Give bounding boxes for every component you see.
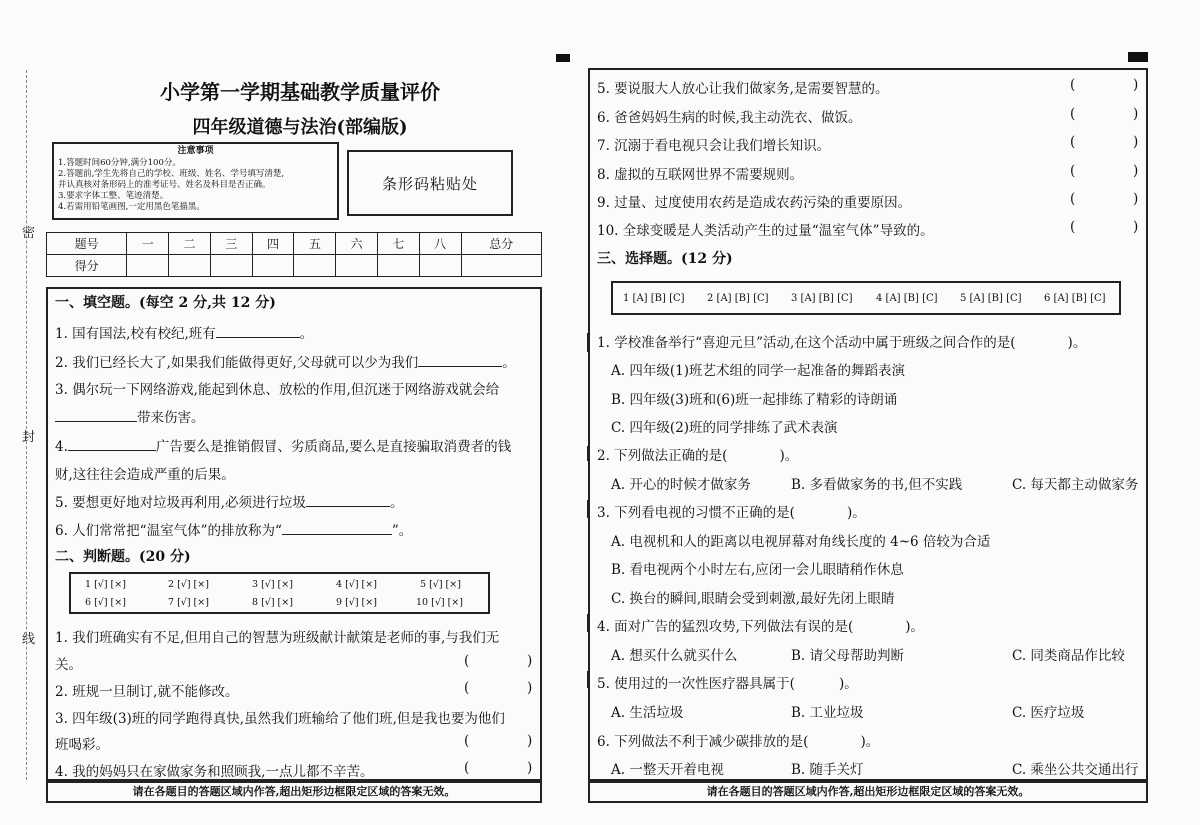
question-bar (587, 333, 589, 352)
choice-q2-option-a: A. 开心的时候才做家务 (611, 477, 751, 493)
answer-paren-open: ( (464, 680, 470, 696)
fill-q4-num: 4. (55, 439, 68, 455)
judge-option[interactable]: 7 [√] [×] (168, 597, 209, 608)
judge-q6: 6. 爸爸妈妈生病的时候,我主动洗衣、做饭。 (597, 110, 862, 126)
judge-q10: 10. 全球变暖是人类活动产生的过量“温室气体”导致的。 (597, 223, 934, 239)
fill-q1-end: 。 (299, 326, 314, 342)
fill-blank[interactable] (55, 407, 137, 422)
notice-line: 1.答题时间60分钟,满分100分。 (58, 158, 181, 168)
question-bar (587, 671, 589, 688)
barcode-area (347, 150, 513, 216)
judge-q1-line2: 关。 (55, 657, 82, 673)
fill-q2 (55, 351, 516, 371)
fill-q3-line1: 3. 偶尔玩一下网络游戏,能起到休息、放松的作用,但沉迷于网络游戏就会给 (55, 382, 500, 398)
choice-q1-option-c: C. 四年级(2)班的同学排练了武术表演 (611, 420, 838, 436)
barcode-label: 条形码粘贴处 (381, 174, 478, 193)
choice-q6-text: 6. 下列做法不利于减少碳排放的是( (597, 734, 809, 750)
right-footer-notice: 请在各题目的答题区域内作答,超出矩形边框限定区域的答案无效。 (588, 781, 1148, 803)
score-table-header-row (47, 233, 542, 255)
choice-option[interactable]: 6 [A] [B] [C] (1044, 293, 1106, 304)
fill-q4-line2: 财,这往往会造成严重的后果。 (55, 467, 235, 483)
answer-paren-close: ) (1133, 77, 1139, 93)
score-header-cell: 五 (294, 233, 336, 255)
judge-option[interactable]: 4 [√] [×] (336, 579, 377, 590)
score-cell[interactable] (378, 255, 420, 277)
choice-q1-text: 1. 学校准备举行“喜迎元旦”活动,在这个活动中属于班级之间合作的是( (597, 335, 1016, 351)
score-row-label: 得分 (47, 255, 127, 277)
answer-paren-open: ( (1070, 163, 1076, 179)
choice-q6-option-c: C. 乘坐公共交通出行 (1012, 762, 1139, 778)
fill-q1-text: 1. 国有国法,校有校纪,班有 (55, 326, 216, 342)
choice-q2 (597, 444, 798, 464)
fill-q5 (55, 491, 403, 511)
choice-option[interactable]: 1 [A] [B] [C] (623, 293, 685, 304)
score-header-cell: 八 (419, 233, 461, 255)
choice-q5-end: )。 (838, 676, 858, 692)
score-header-cell: 三 (210, 233, 252, 255)
judge-option[interactable]: 10 [√] [×] (416, 597, 463, 608)
answer-paren-close: ) (1133, 106, 1139, 122)
choice-q5-text: 5. 使用过的一次性医疗器具属于( (597, 676, 795, 692)
answer-paren-open: ( (464, 760, 470, 776)
fill-q6-end: ”。 (391, 523, 413, 539)
score-cell[interactable] (419, 255, 461, 277)
choice-option[interactable]: 2 [A] [B] [C] (707, 293, 769, 304)
choice-q4-end: )。 (905, 619, 925, 635)
score-cell[interactable] (294, 255, 336, 277)
judge-option[interactable]: 2 [√] [×] (168, 579, 209, 590)
choice-q3-option-b: B. 看电视两个小时左右,应闭一会儿眼睛稍作休息 (611, 562, 904, 578)
left-footer-notice: 请在各题目的答题区域内作答,超出矩形边框限定区域的答案无效。 (46, 781, 542, 803)
choice-q5-option-a: A. 生活垃圾 (611, 705, 684, 721)
question-bar (587, 446, 589, 461)
choice-q3-text: 3. 下列看电视的习惯不正确的是( (597, 505, 795, 521)
fill-blank[interactable] (306, 492, 390, 507)
choice-q2-option-b: B. 多看做家务的书,但不实践 (791, 477, 963, 493)
fill-q6-text: 6. 人们常常把“温室气体”的排放称为“ (55, 523, 282, 539)
side-mark-seal: 密 (22, 226, 36, 241)
notice-box (52, 142, 339, 220)
fill-q2-end: 。 (502, 355, 516, 371)
choice-q1-option-a: A. 四年级(1)班艺术组的同学一起准备的舞蹈表演 (611, 363, 905, 379)
choice-q3-end: )。 (846, 505, 866, 521)
answer-paren-close: ) (527, 680, 533, 696)
notice-heading: 注意事项 (177, 146, 214, 156)
choice-q4-text: 4. 面对广告的猛烈攻势,下列做法有误的是( (597, 619, 854, 635)
choice-q1 (597, 331, 1086, 351)
answer-paren-close: ) (1133, 163, 1139, 179)
answer-paren-close: ) (1133, 191, 1139, 207)
judge-q9: 9. 过量、过度使用农药是造成农药污染的重要原因。 (597, 195, 912, 211)
choice-q4-option-b: B. 请父母帮助判断 (791, 648, 905, 664)
answer-paren-close: ) (527, 733, 533, 749)
notice-line: 3.要求字体工整、笔迹清楚。 (58, 191, 169, 201)
answer-paren-open: ( (1070, 77, 1076, 93)
fill-q3-end: 带来伤害。 (137, 410, 205, 426)
fill-q5-text: 5. 要想更好地对垃圾再利用,必须进行垃圾 (55, 495, 306, 511)
choice-q4 (597, 615, 924, 635)
choice-q3-option-a: A. 电视机和人的距离以电视屏幕对角线长度的 4~6 倍较为合适 (611, 534, 991, 550)
fill-q1 (55, 322, 313, 342)
answer-paren-open: ( (464, 653, 470, 669)
side-mark-line: 线 (22, 632, 36, 647)
answer-paren-close: ) (527, 760, 533, 776)
judge-q7: 7. 沉溺于看电视只会让我们增长知识。 (597, 138, 831, 154)
choice-q4-option-a: A. 想买什么就买什么 (611, 648, 738, 664)
choice-q1-option-b: B. 四年级(3)班和(6)班一起排练了精彩的诗朗诵 (611, 392, 898, 408)
score-cell[interactable] (169, 255, 211, 277)
judge-q3-line1: 3. 四年级(3)班的同学跑得真快,虽然我们班输给了他们班,但是我也要为他们 (55, 711, 505, 727)
fill-q6 (55, 519, 412, 539)
score-cell[interactable] (210, 255, 252, 277)
answer-paren-close: ) (1133, 134, 1139, 150)
judge-answer-box (69, 572, 490, 614)
choice-q5-option-c: C. 医疗垃圾 (1012, 705, 1085, 721)
question-bar (587, 614, 589, 632)
judge-q2: 2. 班规一旦制订,就不能修改。 (55, 684, 239, 700)
choice-answer-box (611, 281, 1121, 315)
section2-title: 二、判断题。(20 分) (55, 549, 191, 565)
score-cell[interactable] (336, 255, 378, 277)
notice-line: 4.若需用铅笔画图,一定用黑色笔描黑。 (58, 202, 205, 212)
score-header-cell: 一 (127, 233, 169, 255)
answer-paren-open: ( (1070, 106, 1076, 122)
choice-option[interactable]: 3 [A] [B] [C] (791, 293, 853, 304)
section3-title: 三、选择题。(12 分) (597, 251, 733, 267)
choice-q4-option-c: C. 同类商品作比较 (1012, 648, 1125, 664)
fill-q4-text: 广告要么是推销假冒、劣质商品,要么是直接骗取消费者的钱 (155, 439, 512, 455)
score-header-cell: 总分 (461, 233, 541, 255)
answer-paren-open: ( (1070, 134, 1076, 150)
judge-q3-line2: 班喝彩。 (55, 737, 109, 753)
choice-q2-end: )。 (779, 448, 799, 464)
answer-paren-close: ) (527, 653, 533, 669)
score-header-cell: 二 (169, 233, 211, 255)
score-header-cell: 题号 (47, 233, 127, 255)
score-header-cell: 四 (252, 233, 294, 255)
alignment-mark-right (1128, 52, 1148, 62)
choice-q6-end: )。 (860, 734, 880, 750)
score-cell[interactable] (127, 255, 169, 277)
exam-subtitle: 四年级道德与法治(部编版) (192, 117, 408, 138)
choice-option[interactable]: 5 [A] [B] [C] (960, 293, 1022, 304)
judge-q8: 8. 虚拟的互联网世界不需要规则。 (597, 167, 804, 183)
fill-blank[interactable] (282, 520, 392, 535)
fill-blank[interactable] (216, 323, 300, 338)
choice-q1-end: )。 (1067, 335, 1087, 351)
judge-option[interactable]: 5 [√] [×] (420, 579, 461, 590)
binding-dashed-line (26, 70, 27, 780)
judge-option[interactable]: 3 [√] [×] (252, 579, 293, 590)
judge-option[interactable]: 1 [√] [×] (85, 579, 126, 590)
side-mark-envelope: 封 (22, 430, 36, 445)
judge-q5: 5. 要说服大人放心让我们做家务,是需要智慧的。 (597, 81, 889, 97)
answer-paren-open: ( (1070, 191, 1076, 207)
choice-q6-option-b: B. 随手关灯 (791, 762, 864, 778)
score-cell[interactable] (461, 255, 541, 277)
choice-q6-option-a: A. 一整天开着电视 (611, 762, 724, 778)
alignment-mark-left (556, 54, 570, 62)
score-table (46, 232, 542, 277)
score-header-cell: 六 (336, 233, 378, 255)
choice-q3 (597, 501, 866, 521)
judge-option[interactable]: 6 [√] [×] (85, 597, 126, 608)
question-bar (587, 500, 589, 518)
choice-q3-option-c: C. 换台的瞬间,眼睛会受到刺激,最好先闭上眼睛 (611, 591, 895, 607)
judge-q4: 4. 我的妈妈只在家做家务和照顾我,一点儿都不辛苦。 (55, 764, 374, 780)
choice-q5-option-b: B. 工业垃圾 (791, 705, 864, 721)
fill-q4-line1 (55, 435, 511, 455)
choice-q5 (597, 672, 858, 692)
fill-q5-end: 。 (389, 495, 404, 511)
score-table-score-row (47, 255, 542, 277)
fill-blank[interactable] (68, 436, 156, 451)
judge-option[interactable]: 9 [√] [×] (336, 597, 377, 608)
judge-option[interactable]: 8 [√] [×] (252, 597, 293, 608)
fill-q3-line2 (55, 406, 205, 426)
score-cell[interactable] (252, 255, 294, 277)
section1-title: 一、填空题。(每空 2 分,共 12 分) (55, 295, 276, 311)
choice-q2-text: 2. 下列做法正确的是( (597, 448, 728, 464)
choice-q2-option-c: C. 每天都主动做家务 (1012, 477, 1139, 493)
judge-q1-line1: 1. 我们班确实有不足,但用自己的智慧为班级献计献策是老师的事,与我们无 (55, 630, 500, 646)
answer-paren-open: ( (464, 733, 470, 749)
fill-blank[interactable] (418, 352, 502, 367)
exam-title: 小学第一学期基础教学质量评价 (160, 80, 440, 104)
choice-q6 (597, 730, 879, 750)
fill-q2-text: 2. 我们已经长大了,如果我们能做得更好,父母就可以少为我们 (55, 355, 419, 371)
answer-paren-open: ( (1070, 219, 1076, 235)
score-header-cell: 七 (378, 233, 420, 255)
choice-option[interactable]: 4 [A] [B] [C] (876, 293, 938, 304)
answer-paren-close: ) (1133, 219, 1139, 235)
notice-line: 2.答题前,学生先将自己的学校、班级、姓名、学号填写清楚, (58, 169, 285, 179)
notice-line: 并认真核对条形码上的准考证号、姓名及科目是否正确。 (58, 180, 271, 190)
